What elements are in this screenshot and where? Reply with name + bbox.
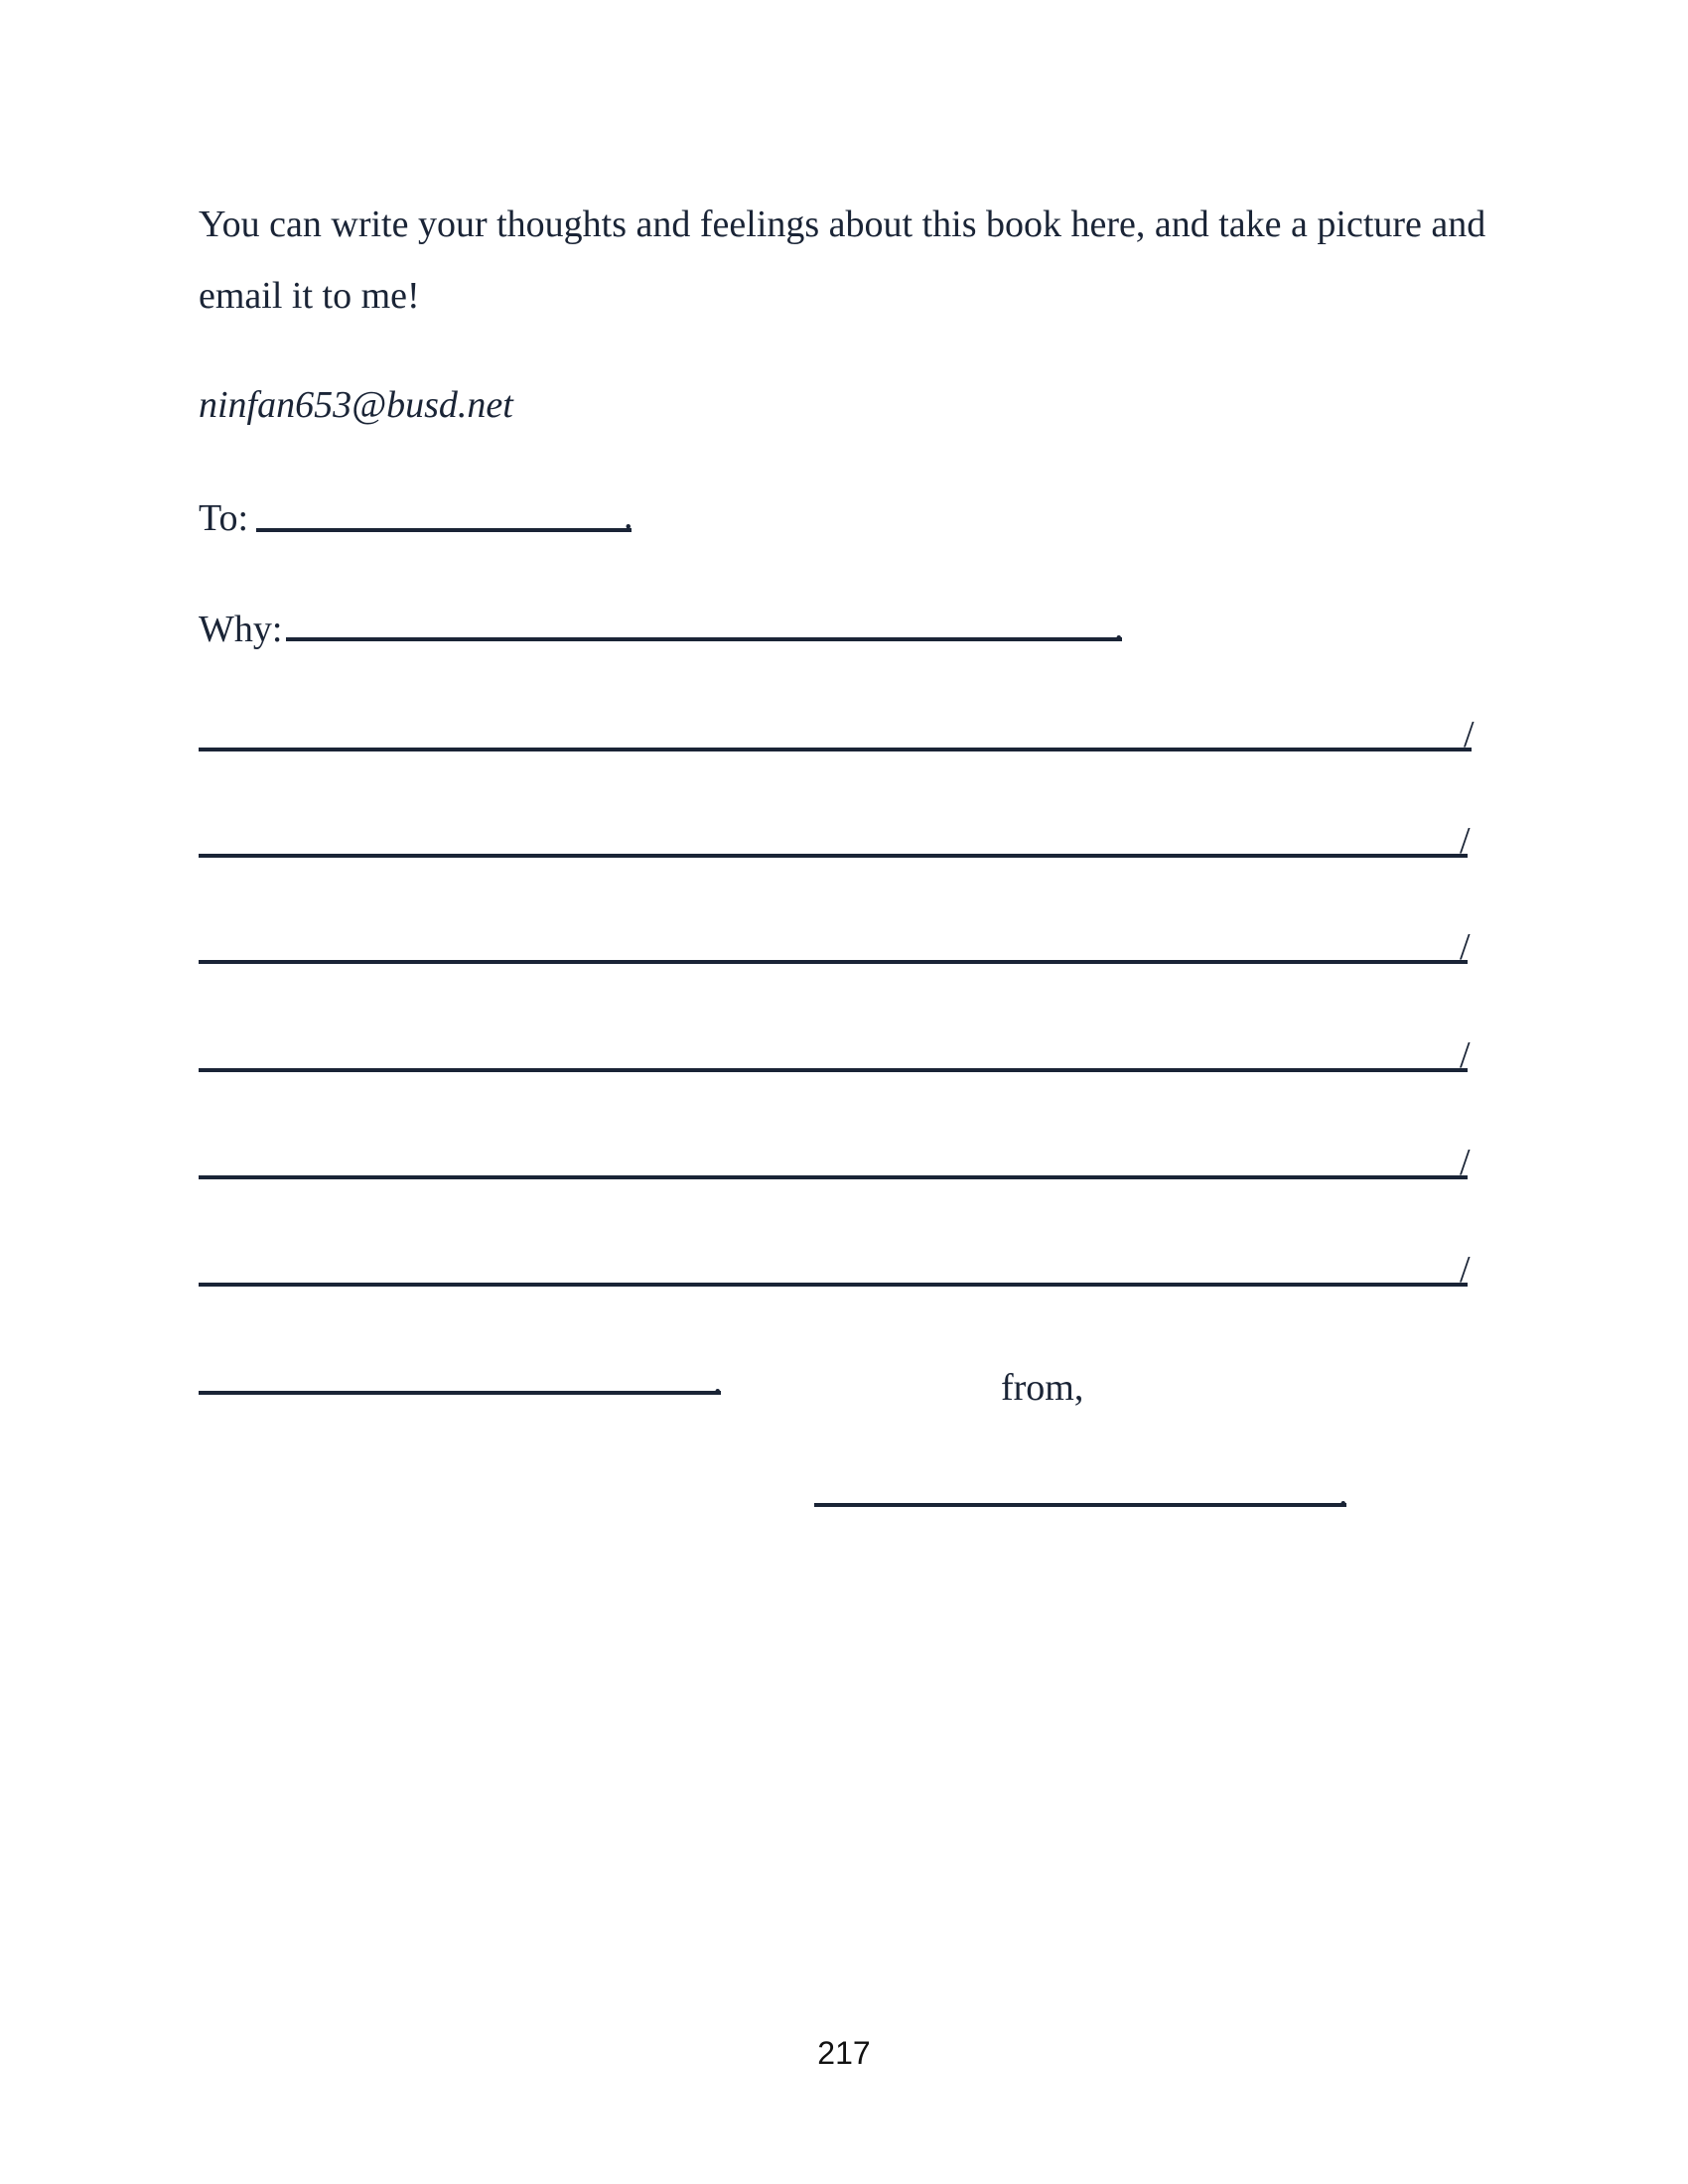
intro-paragraph: [199, 189, 1499, 332]
final-line-period: .: [713, 1360, 723, 1402]
why-blank-line[interactable]: [286, 637, 1122, 641]
contact-email: ninfan653@busd.net: [199, 384, 513, 426]
writing-line-5[interactable]: [199, 1175, 1468, 1179]
writing-line-2[interactable]: [199, 854, 1468, 858]
writing-line-5-end-mark: /: [1460, 1142, 1471, 1183]
why-period: .: [1114, 607, 1124, 648]
intro-line-2: email it to me!: [199, 275, 420, 317]
to-blank-line[interactable]: [256, 528, 632, 532]
intro-line-1: You can write your thoughts and feelings about this book here, and take a picture and: [199, 204, 1486, 245]
writing-line-4-end-mark: /: [1460, 1034, 1471, 1076]
final-writing-line[interactable]: [199, 1391, 721, 1395]
writing-line-6-end-mark: /: [1460, 1249, 1471, 1291]
writing-line-6[interactable]: [199, 1283, 1468, 1287]
writing-line-3-end-mark: /: [1460, 926, 1471, 968]
page-number: 217: [817, 2035, 871, 2071]
writing-line-4[interactable]: [199, 1068, 1468, 1072]
why-label: Why:: [199, 609, 283, 650]
to-label: To:: [199, 497, 249, 539]
closing-from: from,: [1001, 1367, 1084, 1409]
writing-line-2-end-mark: /: [1460, 820, 1471, 862]
writing-line-1-end-mark: /: [1464, 714, 1475, 755]
writing-line-3[interactable]: [199, 960, 1468, 964]
writing-line-1[interactable]: [199, 748, 1472, 751]
signature-period: .: [1338, 1472, 1348, 1514]
to-period: .: [624, 495, 633, 537]
signature-line[interactable]: [814, 1503, 1346, 1507]
